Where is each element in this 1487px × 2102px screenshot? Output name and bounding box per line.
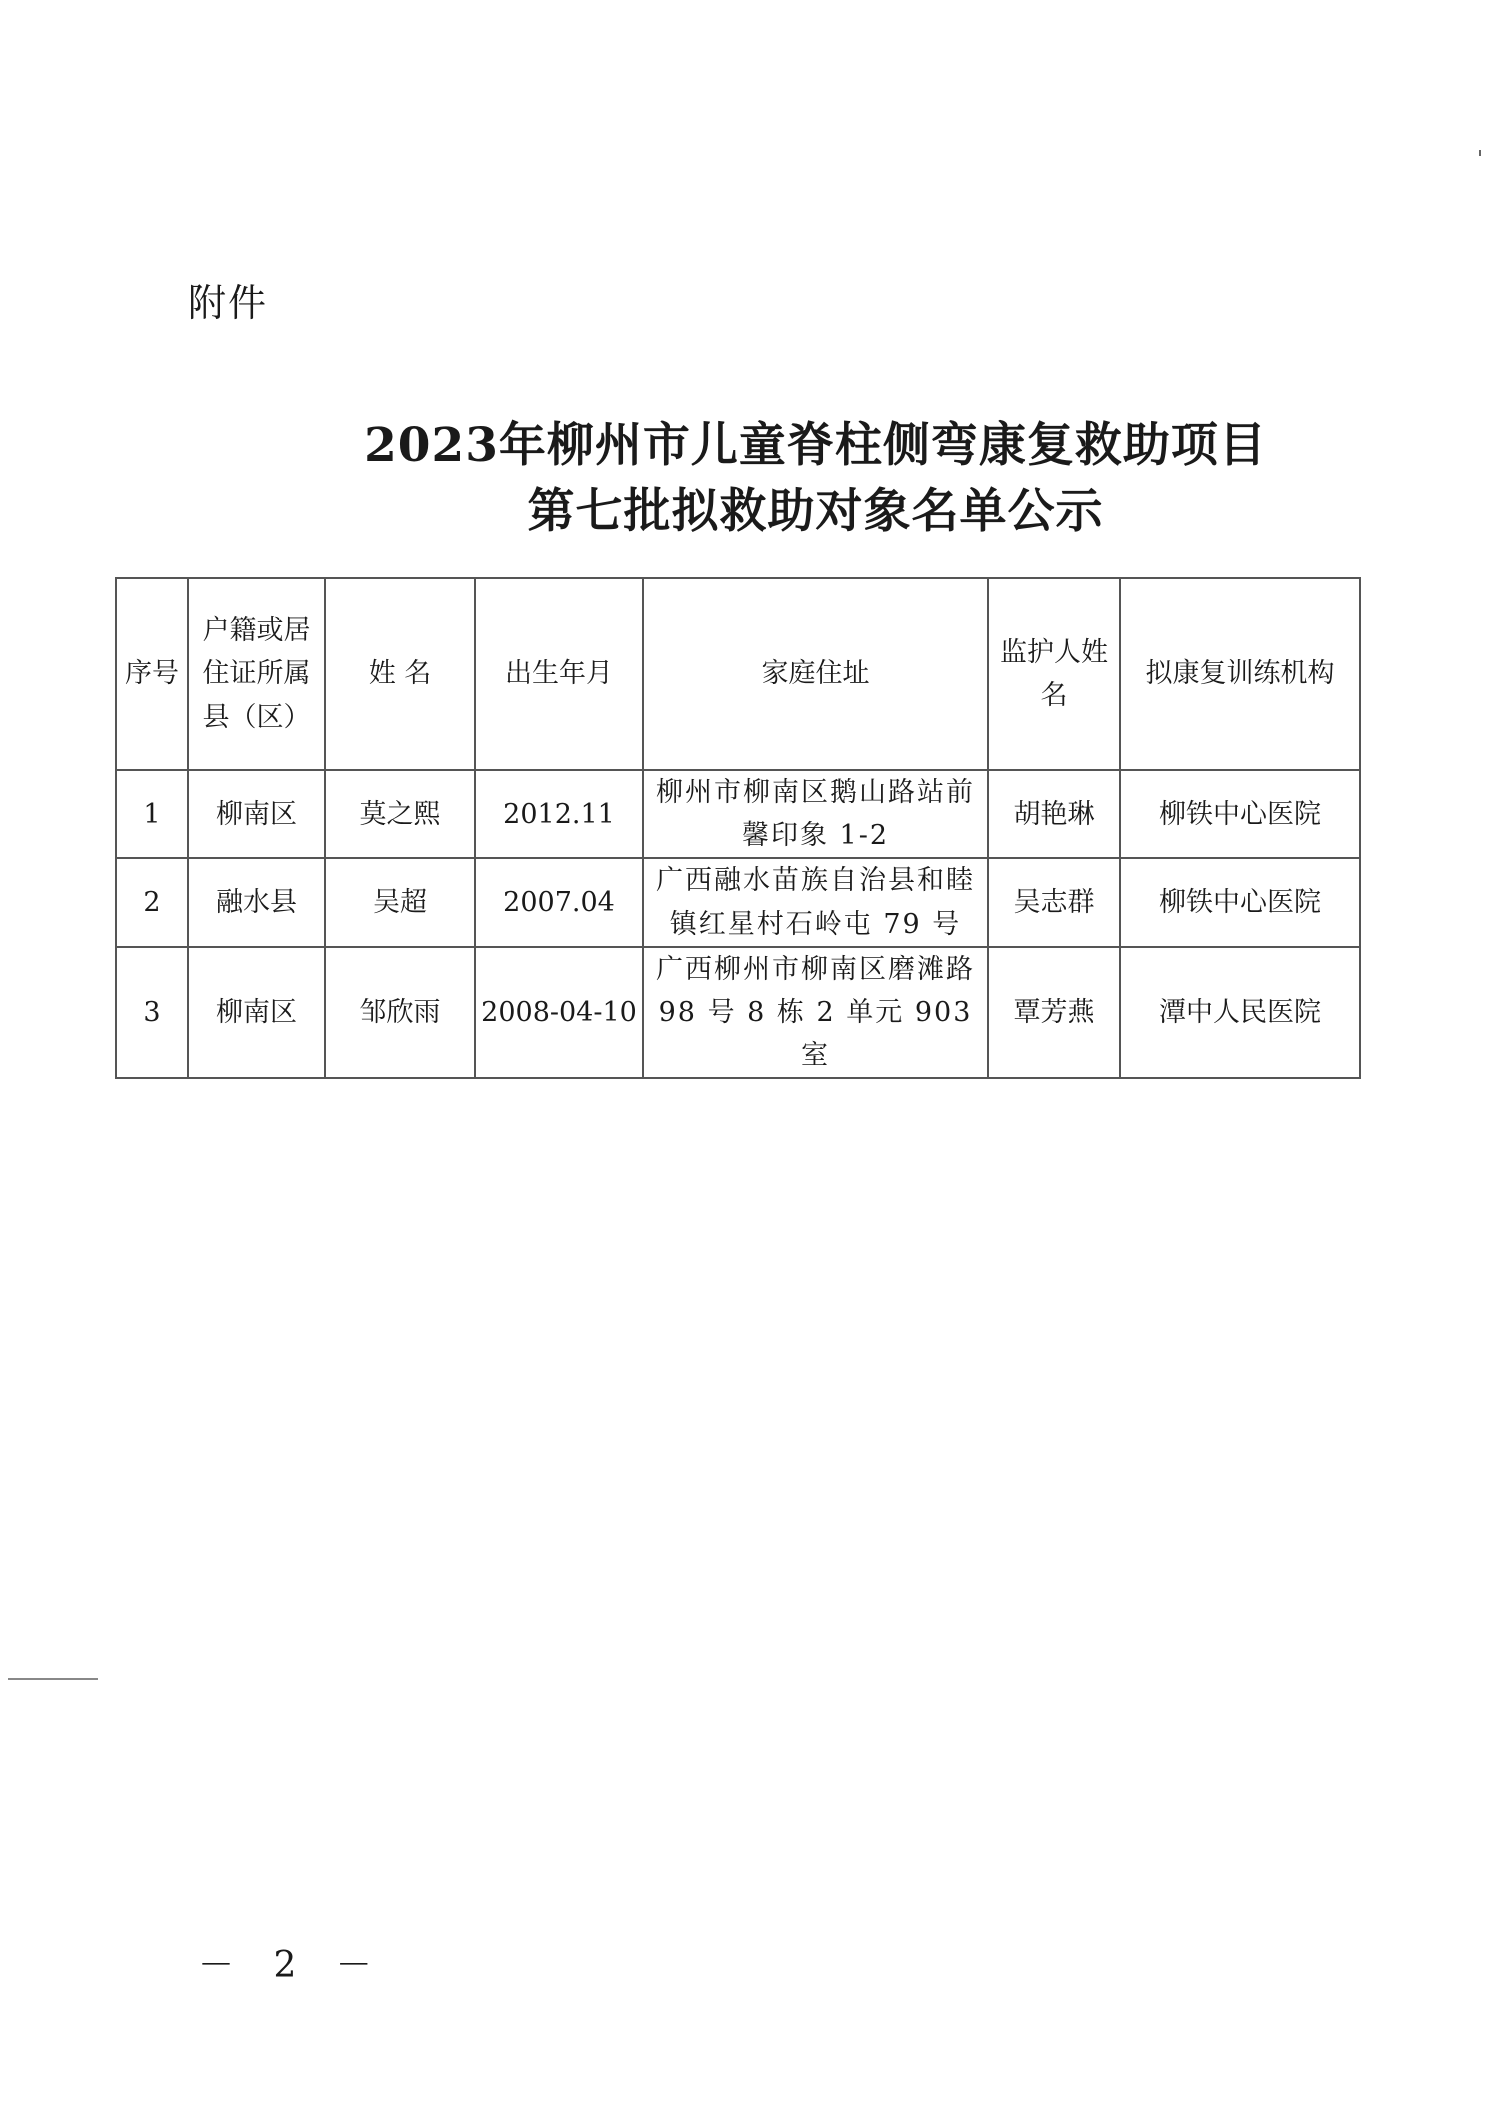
guardian-name: 胡艳琳 bbox=[988, 770, 1120, 858]
child-name: 吴超 bbox=[325, 858, 475, 946]
guardian-name: 覃芳燕 bbox=[988, 947, 1120, 1079]
serial-number: 3 bbox=[116, 947, 188, 1079]
header-name: 姓 名 bbox=[325, 578, 475, 770]
header-birth-date: 出生年月 bbox=[475, 578, 643, 770]
rehab-institution: 柳铁中心医院 bbox=[1120, 770, 1360, 858]
document-title-line-2: 第七批拟救助对象名单公示 bbox=[527, 484, 1104, 539]
birth-date: 2012.11 bbox=[475, 770, 643, 858]
district: 柳南区 bbox=[188, 770, 325, 858]
table-row bbox=[116, 770, 1360, 858]
district: 融水县 bbox=[188, 858, 325, 946]
header-registered-district: 户籍或居住证所属县（区） bbox=[188, 578, 325, 770]
attachment-label: 附件 bbox=[188, 281, 269, 325]
header-guardian-name: 监护人姓 名 bbox=[988, 578, 1120, 770]
document-title-line-1: 2023年柳州市儿童脊柱侧弯康复救助项目 bbox=[364, 418, 1267, 473]
guardian-name: 吴志群 bbox=[988, 858, 1120, 946]
home-address: 广西柳州市柳南区磨滩路98 号 8 栋 2 单元 903 室 bbox=[643, 947, 988, 1079]
table-header-row bbox=[116, 578, 1360, 770]
home-address: 广西融水苗族自治县和睦镇红星村石岭屯 79 号 bbox=[643, 858, 988, 946]
table-row bbox=[116, 858, 1360, 946]
scan-edge-mark bbox=[1479, 150, 1481, 156]
birth-date: 2008-04-10 bbox=[475, 947, 643, 1079]
child-name: 莫之熙 bbox=[325, 770, 475, 858]
birth-date: 2007.04 bbox=[475, 858, 643, 946]
header-serial-number: 序号 bbox=[116, 578, 188, 770]
district: 柳南区 bbox=[188, 947, 325, 1079]
rehab-institution: 柳铁中心医院 bbox=[1120, 858, 1360, 946]
rehab-institution: 潭中人民医院 bbox=[1120, 947, 1360, 1079]
beneficiary-table bbox=[115, 577, 1361, 1079]
table-row bbox=[116, 947, 1360, 1079]
child-name: 邹欣雨 bbox=[325, 947, 475, 1079]
serial-number: 1 bbox=[116, 770, 188, 858]
header-home-address: 家庭住址 bbox=[643, 578, 988, 770]
page-number: － 2 － bbox=[198, 1945, 386, 1986]
serial-number: 2 bbox=[116, 858, 188, 946]
left-margin-line bbox=[8, 1678, 98, 1680]
home-address: 柳州市柳南区鹅山路站前馨印象 1-2 bbox=[643, 770, 988, 858]
header-rehab-institution: 拟康复训练机构 bbox=[1120, 578, 1360, 770]
